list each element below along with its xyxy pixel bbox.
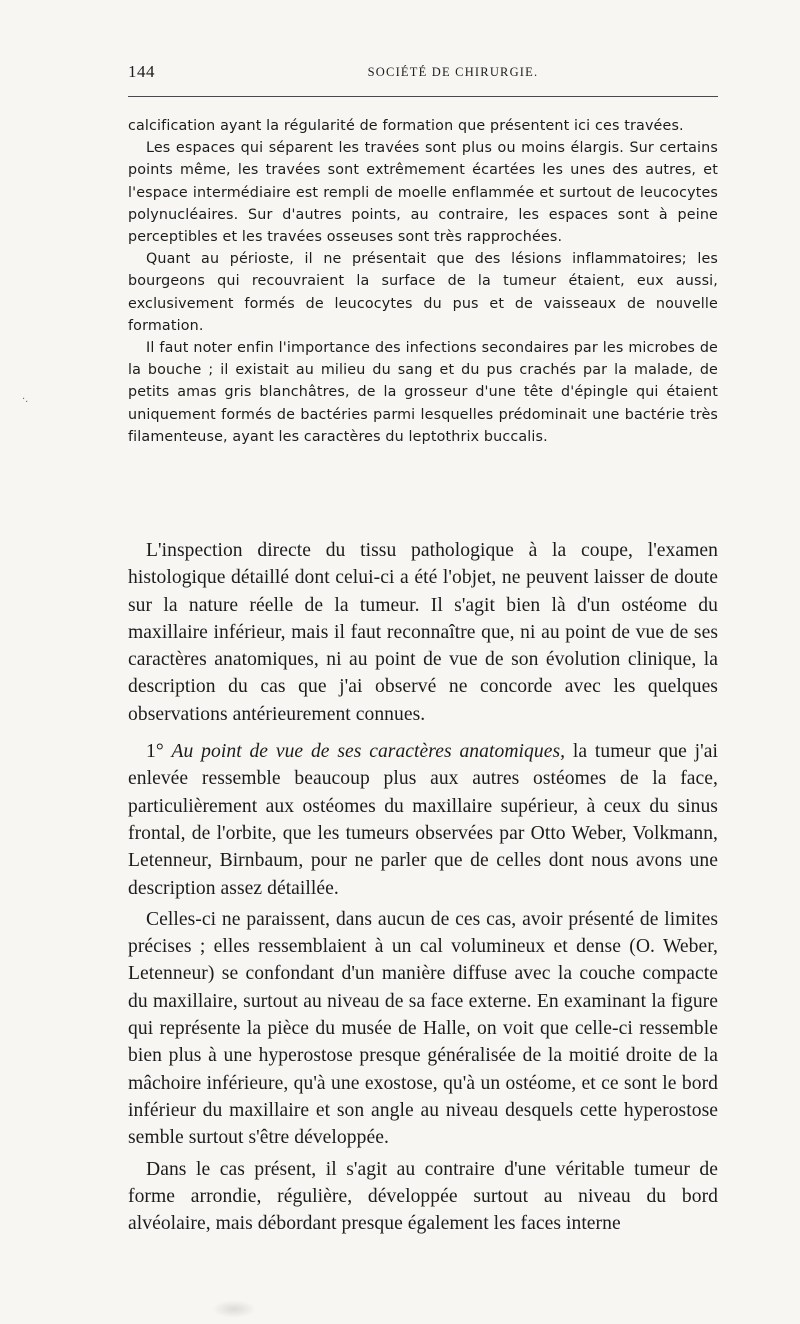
header-rule — [128, 96, 718, 97]
running-head — [128, 62, 718, 88]
page-number: 144 — [128, 62, 155, 81]
italic-heading: Au point de vue de ses caractères anatomiques, — [171, 741, 566, 763]
list-number: 1° — [146, 741, 164, 763]
paragraph-continuation: calcification ayant la régularité de formation que présentent ici ces travées. — [128, 118, 684, 134]
paragraph-cas-present: Dans le cas présent, il s'agit au contraire d'une véritable tumeur de forme arrondie, régulière, développée surtout au niveau du bord alvéolaire, mais débordant presque également les faces interne — [128, 1158, 718, 1235]
paragraph-inspection: L'inspection directe du tissu pathologique à la coupe, l'examen histologique détaillé dont celui-ci a été l'objet, ne peuvent laisser de doute sur la nature réelle de la tumeur. Il s'agit bien là d'un ostéome du maxillaire inférieur, mais il faut reconnaître que, ni au point de vue de ses caractères anatomiques, ni au point de vue de son évolution clinique, la description du cas que j'ai observé ne concorde avec les quelques observations antérieurement connues. — [128, 540, 718, 725]
paper-speck — [212, 1300, 256, 1318]
running-title: SOCIÉTÉ DE CHIRURGIE. — [367, 65, 539, 79]
paragraph-caracteres — [128, 738, 718, 902]
margin-mark: ·. — [22, 394, 29, 405]
main-text-section — [128, 537, 718, 1237]
paragraph-body: la tumeur que j'ai enlevée ressemble beaucoup plus aux autres ostéomes de la face, particulièrement aux ostéomes du maxillaire supérieur, à ceux du sinus frontal, de l'orbite, que les tumeurs observées par Otto Weber, Volkmann, Letenneur, Birnbaum, pour ne parler que de celles dont nous avons une description assez détaillée. — [128, 741, 718, 899]
paragraph-infections: Il faut noter enfin l'importance des infections secondaires par les microbes de la bouche ; il existait au milieu du sang et du pus crachés par la malade, de petits amas gris blanchâtres, de la grosseur d'une tête d'épingle qui étaient uniquement formés de bactéries parmi lesquelles prédominait une bactérie très filamenteuse, ayant les caractères du leptothrix buccalis. — [128, 340, 718, 445]
paragraph-perioste: Quant au périoste, il ne présentait que des lésions inflammatoires; les bourgeons qui recouvraient la surface de la tumeur étaient, eux aussi, exclusivement formés de leucocytes du pus et de vaisseaux de nouvelle formation. — [128, 251, 718, 334]
paragraph-espaces: Les espaces qui séparent les travées sont plus ou moins élargis. Sur certains points même, les travées sont extrêmement écartées les unes des autres, et l'espace intermédiaire est rempli de moelle enflammée et surtout de leucocytes polynucléaires. Sur d'autres points, au contraire, les espaces sont à peine perceptibles et les travées osseuses sont très rapprochées. — [128, 140, 718, 246]
small-print-section — [128, 115, 718, 448]
paragraph-celles-ci: Celles-ci ne paraissent, dans aucun de ces cas, avoir présenté de limites précises ; elles ressemblaient à un cal volumineux et dense (O. Weber, Letenneur) se confondant d'un manière diffuse avec la couche compacte du maxillaire, surtout au niveau de sa face externe. En examinant la figure qui représente la pièce du musée de Halle, on voit que celle-ci ressemble bien plus à une hyperostose presque généralisée de la moitié droite de la mâchoire inférieure, qu'à une exostose, qu'à un ostéome, et ce sont le bord inférieur du maxillaire et son angle au niveau desquels cette hyperostose semble surtout s'être développée. — [128, 908, 718, 1149]
